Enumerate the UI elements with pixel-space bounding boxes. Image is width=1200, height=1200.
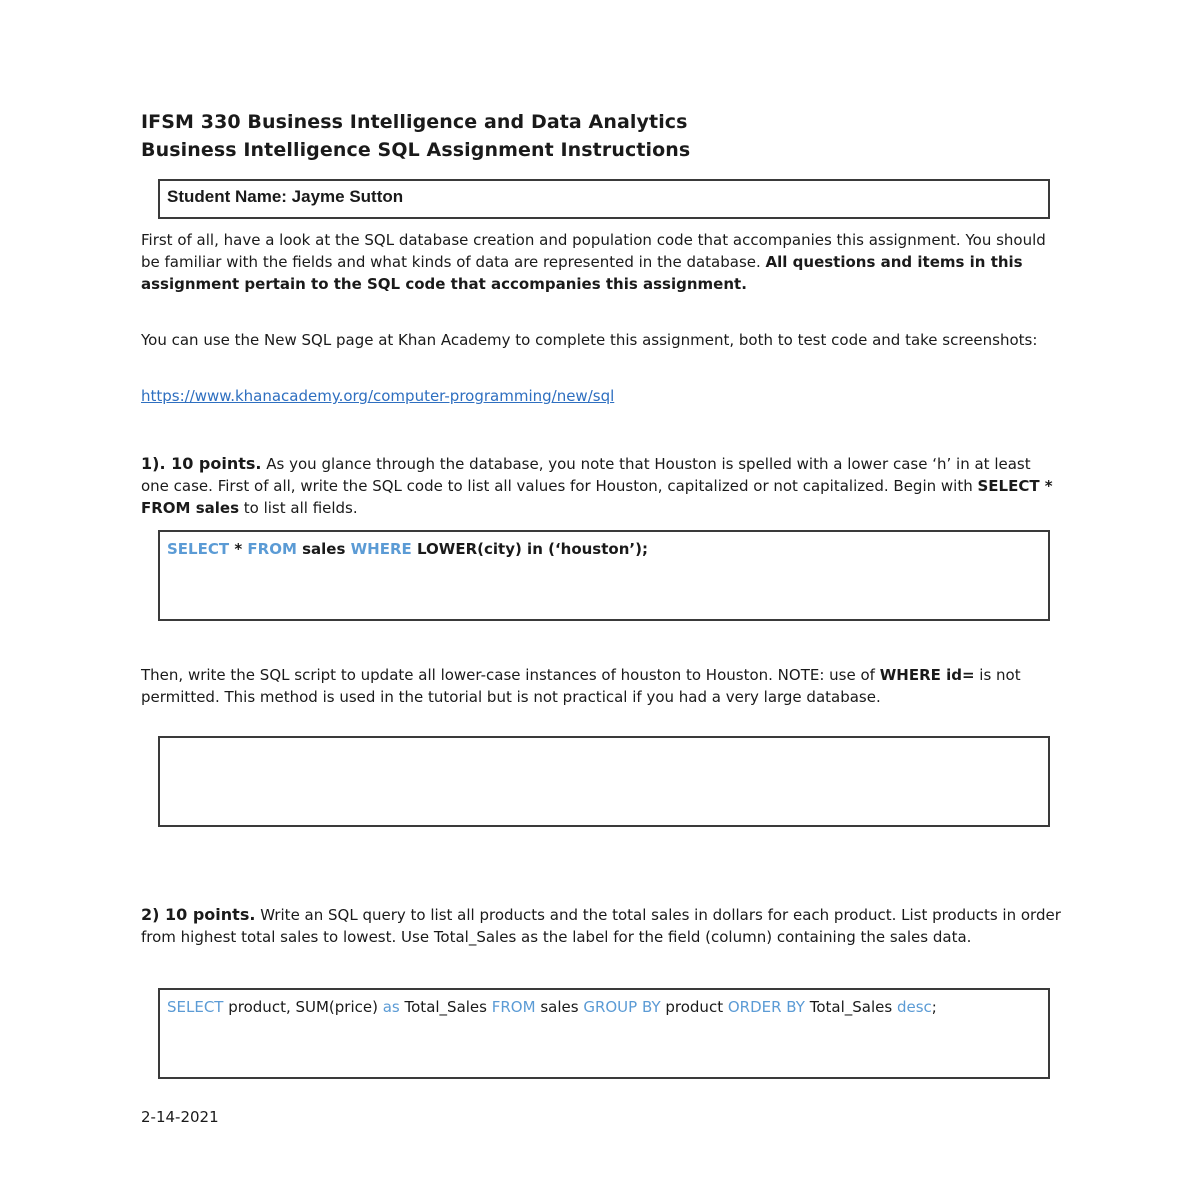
question-1 — [141, 453, 1061, 519]
student-name-box[interactable] — [158, 179, 1050, 219]
keyword-order-by: ORDER BY — [727, 998, 805, 1016]
answer-box-3[interactable] — [158, 988, 1050, 1079]
course-title: IFSM 330 Business Intelligence and Data Analytics — [141, 111, 688, 133]
answer-3-code — [167, 996, 1038, 1018]
question-2 — [141, 904, 1061, 948]
update-instruction — [141, 664, 1061, 708]
question-1-text-b: to list all fields. — [239, 499, 358, 517]
khan-academy-link[interactable]: https://www.khanacademy.org/computer-programming/new/sql — [141, 387, 615, 405]
link-paragraph — [141, 385, 1061, 407]
code-condition: LOWER(city) in (‘houston’); — [411, 540, 648, 558]
code-part-3: sales — [535, 998, 584, 1016]
keyword-where: WHERE — [350, 540, 412, 558]
assignment-title: Business Intelligence SQL Assignment Instructions — [141, 139, 691, 161]
keyword-desc: desc — [896, 998, 932, 1016]
answer-box-1[interactable] — [158, 530, 1050, 621]
keyword-select: SELECT — [167, 998, 224, 1016]
code-part-1: product, SUM(price) — [223, 998, 383, 1016]
code-table: sales — [296, 540, 351, 558]
keyword-from: FROM — [491, 998, 536, 1016]
student-name-label: Student Name: Jayme Sutton — [167, 187, 404, 206]
intro-text: First of all, have a look at the SQL database creation and population code that accompanies this assignment. You should be familiar with the fields and what kinds of data are represented in the database. — [141, 231, 1046, 271]
keyword-select: SELECT — [167, 540, 230, 558]
code-part-4: product — [660, 998, 728, 1016]
keyword-group-by: GROUP BY — [583, 998, 661, 1016]
question-1-heading: 1). 10 points. — [141, 454, 262, 473]
answer-box-2[interactable] — [158, 736, 1050, 827]
question-2-heading: 2) 10 points. — [141, 905, 256, 924]
keyword-as: as — [382, 998, 400, 1016]
update-text-b: is not permitted. This method is used in the tutorial but is not practical if you had a very large database. — [141, 666, 1021, 706]
question-2-text: Write an SQL query to list all products and the total sales in dollars for each product. List products in order from highest total sales to lowest. Use Total_Sales as the label for the field (column) containing the sales data. — [141, 906, 1061, 946]
code-star: * — [229, 540, 248, 558]
code-part-2: Total_Sales — [399, 998, 492, 1016]
khan-academy-paragraph: You can use the New SQL page at Khan Academy to complete this assignment, both to test code and take screenshots: — [141, 331, 1038, 349]
update-text-a: Then, write the SQL script to update all lower-case instances of houston to Houston. NOTE: use of — [141, 666, 880, 684]
update-text-bold: WHERE id= — [879, 666, 975, 684]
footer-date: 2-14-2021 — [141, 1108, 219, 1126]
code-part-6: ; — [931, 998, 937, 1016]
intro-paragraph — [141, 229, 1061, 295]
question-1-text-bold: SELECT * FROM sales — [141, 477, 1053, 517]
code-part-5: Total_Sales — [804, 998, 897, 1016]
keyword-from: FROM — [247, 540, 297, 558]
answer-1-code — [167, 538, 1038, 560]
intro-bold-note: All questions and items in this assignment pertain to the SQL code that accompanies this assignment. — [141, 253, 1023, 293]
question-1-text-a: As you glance through the database, you note that Houston is spelled with a lower case ‘h’ in at least one case. First of all, write the SQL code to list all values for Houston, capitalized or not capitalized. Begin with — [141, 455, 1031, 495]
